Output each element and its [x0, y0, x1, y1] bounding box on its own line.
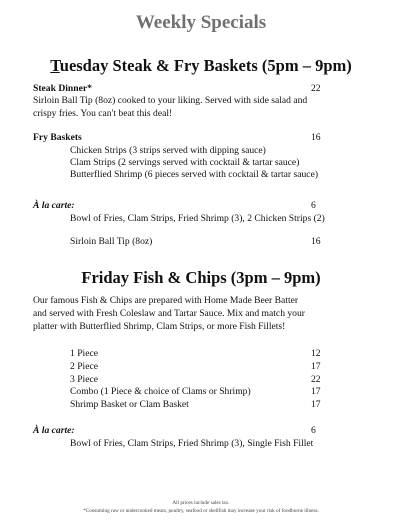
friday-alacarte-label: À la carte: [33, 425, 75, 436]
fry-item-clam: Clam Strips (2 servings served with cocktail & tartar sauce) [70, 157, 300, 168]
tuesday-heading [0, 56, 402, 76]
friday-desc-line3: platter with Butterflied Shrimp, Clam Strips, or more Fish Fillets! [33, 321, 286, 332]
friday-price-1piece: 12 [311, 348, 321, 359]
tuesday-alacarte-price: 6 [311, 200, 316, 211]
friday-heading: Friday Fish & Chips (3pm – 9pm) [81, 268, 321, 287]
footer-health-warning: *Consuming raw or undercooked meats, poultry, seafood or shellfish may increase your risk of foodborne illness. [83, 508, 319, 514]
friday-alacarte-price: 6 [311, 425, 316, 436]
tuesday-alacarte-sides: Bowl of Fries, Clam Strips, Fried Shrimp (3), 2 Chicken Strips (2) [70, 213, 325, 224]
tuesday-alacarte-sirloin: Sirloin Ball Tip (8oz) [70, 236, 153, 247]
friday-desc-line2: and served with Fresh Coleslaw and Tartar Sauce. Mix and match your [33, 308, 305, 319]
friday-item-3piece: 3 Piece [70, 374, 98, 385]
footer-tax-note: All prices include sales tax. [172, 500, 230, 506]
fry-item-shrimp: Butterflied Shrimp (6 pieces served with cocktail & tartar sauce) [70, 169, 319, 180]
friday-desc-line1: Our famous Fish & Chips are prepared with Home Made Beer Batter [33, 295, 299, 306]
tuesday-alacarte-sirloin-price: 16 [311, 236, 321, 247]
steak-dinner-price: 22 [311, 83, 321, 94]
friday-item-1piece: 1 Piece [70, 348, 98, 359]
tuesday-heading-rest: uesday Steak & Fry Baskets (5pm – 9pm) [59, 56, 352, 75]
friday-price-3piece: 22 [311, 374, 321, 385]
fry-item-chicken: Chicken Strips (3 strips served with dipping sauce) [70, 145, 266, 156]
friday-price-2piece: 17 [311, 361, 321, 372]
steak-desc-line2: crispy fries. You can't beat this deal! [33, 108, 173, 119]
tuesday-alacarte-label: À la carte: [33, 200, 75, 211]
fry-baskets-price: 16 [311, 132, 321, 143]
friday-item-basket: Shrimp Basket or Clam Basket [70, 399, 189, 410]
friday-alacarte-sides: Bowl of Fries, Clam Strips, Fried Shrimp (3), Single Fish Fillet [70, 438, 314, 449]
page-title: Weekly Specials [135, 12, 267, 33]
steak-dinner-name: Steak Dinner* [33, 83, 92, 94]
steak-desc-line1: Sirloin Ball Tip (8oz) cooked to your liking. Served with side salad and [33, 95, 308, 106]
friday-price-basket: 17 [311, 399, 321, 410]
tuesday-heading-initial: T [50, 56, 60, 75]
friday-item-2piece: 2 Piece [70, 361, 98, 372]
friday-price-combo: 17 [311, 386, 321, 397]
friday-item-combo: Combo (1 Piece & choice of Clams or Shrimp) [70, 386, 251, 397]
fry-baskets-name: Fry Baskets [33, 132, 82, 143]
